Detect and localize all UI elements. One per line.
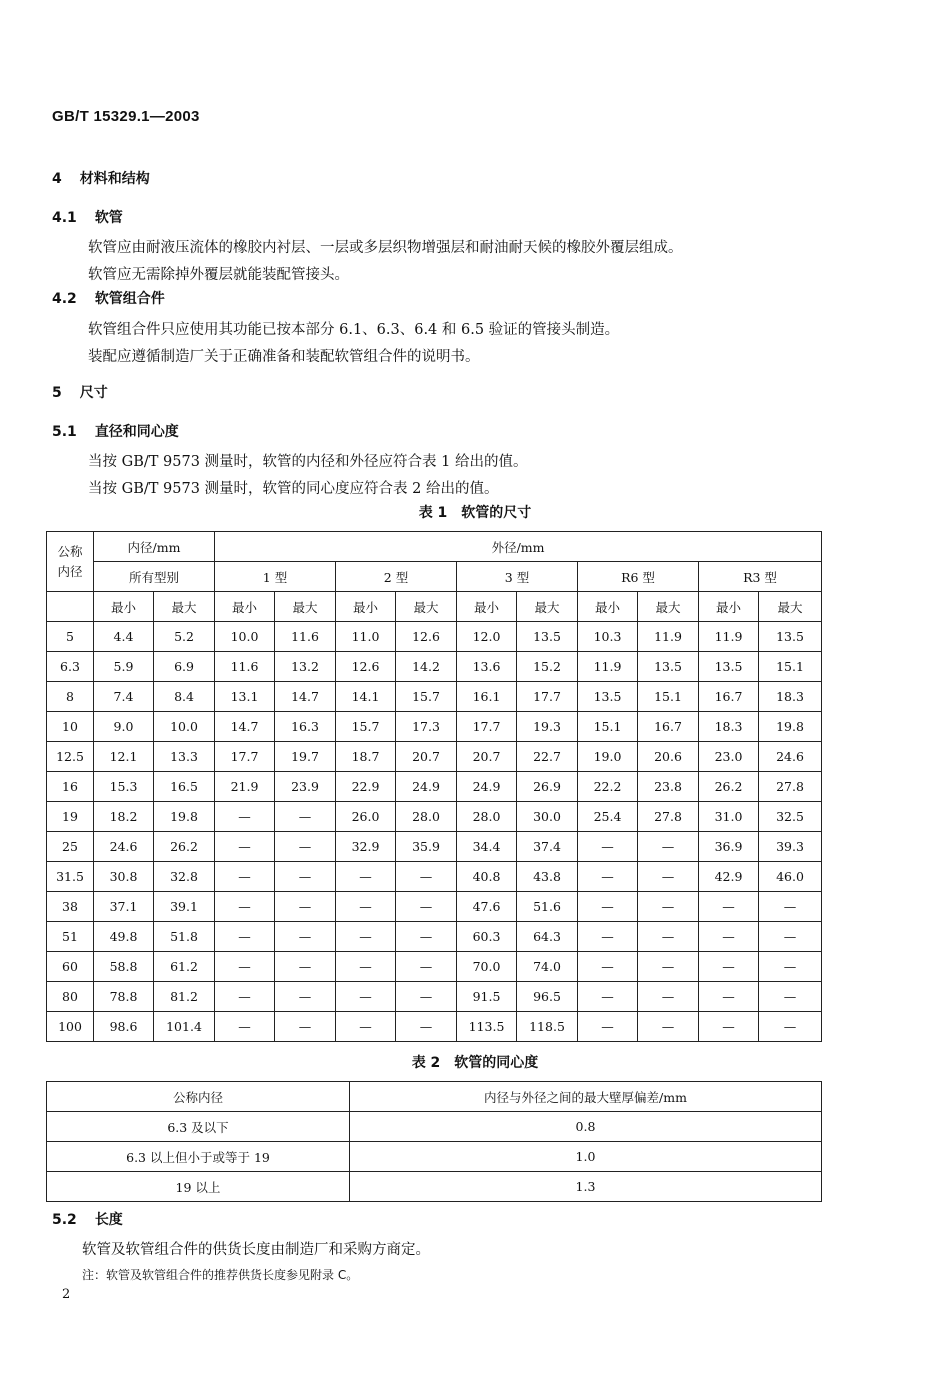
- table-cell: 37.1: [94, 892, 154, 922]
- table-cell: —: [215, 832, 275, 862]
- table-cell: 23.0: [699, 742, 759, 772]
- table-cell: 13.5: [699, 652, 759, 682]
- section-title: 材料和结构: [79, 171, 150, 187]
- table-cell: —: [396, 862, 457, 892]
- table-cell: 12.6: [396, 622, 457, 652]
- table-cell: 12.5: [47, 742, 94, 772]
- table-cell: 13.5: [578, 682, 638, 712]
- table-cell: —: [275, 862, 336, 892]
- table-cell: 24.9: [457, 772, 517, 802]
- table-cell: 5: [47, 622, 94, 652]
- table-cell: 17.7: [517, 682, 578, 712]
- table-cell: 6.9: [154, 652, 215, 682]
- table-cell: —: [578, 832, 638, 862]
- header-max: 最大: [638, 592, 699, 622]
- section-title: 长度: [94, 1212, 123, 1228]
- table-cell: 11.0: [336, 622, 396, 652]
- section-4-2-heading: [52, 288, 165, 308]
- table-cell: 11.9: [638, 622, 699, 652]
- table-cell: 18.7: [336, 742, 396, 772]
- header-type-r3: R3 型: [699, 562, 822, 592]
- table-cell: —: [578, 892, 638, 922]
- header-min: 最小: [699, 592, 759, 622]
- table-cell: —: [215, 892, 275, 922]
- table-cell: 7.4: [94, 682, 154, 712]
- table-cell: 24.9: [396, 772, 457, 802]
- table-cell: —: [336, 922, 396, 952]
- table-cell: 24.6: [94, 832, 154, 862]
- header-nominal-diameter: 公称内径: [47, 532, 94, 592]
- table-cell: 17.7: [215, 742, 275, 772]
- table-cell: 14.1: [336, 682, 396, 712]
- table-row: [47, 682, 822, 712]
- header-max: 最大: [275, 592, 336, 622]
- table-cell: 22.9: [336, 772, 396, 802]
- paragraph: 软管组合件只应使用其功能已按本部分 6.1、6.3、6.4 和 6.5 验证的管接头制造。: [88, 322, 620, 338]
- table-cell: 13.1: [215, 682, 275, 712]
- table-cell: 12.1: [94, 742, 154, 772]
- table-cell: 18.3: [759, 682, 822, 712]
- table-cell: 13.5: [759, 622, 822, 652]
- table-cell: 38: [47, 892, 94, 922]
- section-number: 5: [52, 385, 62, 401]
- table-cell: —: [215, 1012, 275, 1042]
- table-cell: 23.9: [275, 772, 336, 802]
- table-cell: 47.6: [457, 892, 517, 922]
- table-cell: 8.4: [154, 682, 215, 712]
- table-cell: 60: [47, 952, 94, 982]
- table-cell: 1.0: [350, 1142, 822, 1172]
- table-cell: 28.0: [457, 802, 517, 832]
- header-nominal-diameter: 公称内径: [47, 1082, 350, 1112]
- header-min: 最小: [578, 592, 638, 622]
- table-cell: 20.7: [396, 742, 457, 772]
- table-cell: 35.9: [396, 832, 457, 862]
- note: 注：软管及软管组合件的推荐供货长度参见附录 C。: [82, 1268, 359, 1282]
- table-cell: 10.0: [215, 622, 275, 652]
- table-1-caption: 表 1 软管的尺寸: [418, 505, 532, 521]
- table-cell: 27.8: [759, 772, 822, 802]
- table-cell: 12.0: [457, 622, 517, 652]
- table-cell: 91.5: [457, 982, 517, 1012]
- table-cell: 10.3: [578, 622, 638, 652]
- header-min: 最小: [94, 592, 154, 622]
- table-cell: 19.0: [578, 742, 638, 772]
- table-cell: 40.8: [457, 862, 517, 892]
- table-cell: 13.2: [275, 652, 336, 682]
- table-cell: 16.1: [457, 682, 517, 712]
- table-cell: 16.7: [638, 712, 699, 742]
- table-cell: 12.6: [336, 652, 396, 682]
- table-cell: 42.9: [699, 862, 759, 892]
- table-cell: —: [638, 862, 699, 892]
- section-title: 软管组合件: [94, 291, 165, 307]
- paragraph: 当按 GB/T 9573 测量时，软管的同心度应符合表 2 给出的值。: [88, 481, 499, 497]
- table-cell: 16.3: [275, 712, 336, 742]
- table-cell: 15.7: [396, 682, 457, 712]
- table-cell: 32.5: [759, 802, 822, 832]
- table-cell: —: [638, 892, 699, 922]
- table-cell: —: [275, 952, 336, 982]
- table-row: [47, 622, 822, 652]
- table-cell: 22.2: [578, 772, 638, 802]
- table-row: [47, 1112, 822, 1142]
- section-5-2-heading: [52, 1209, 123, 1229]
- table-cell: —: [275, 832, 336, 862]
- table-cell: 10.0: [154, 712, 215, 742]
- hose-concentricity-table: [46, 1081, 822, 1202]
- table-cell: —: [759, 892, 822, 922]
- table-cell: 26.0: [336, 802, 396, 832]
- table-cell: 22.7: [517, 742, 578, 772]
- header-min: 最小: [336, 592, 396, 622]
- header-blank: [47, 592, 94, 622]
- table-cell: 30.8: [94, 862, 154, 892]
- table-cell: 26.2: [154, 832, 215, 862]
- standard-number: GB/T 15329.1—2003: [52, 108, 200, 125]
- table-cell: 15.1: [759, 652, 822, 682]
- table-cell: —: [759, 922, 822, 952]
- table-cell: —: [336, 892, 396, 922]
- table-cell: 51.6: [517, 892, 578, 922]
- table-cell: 14.7: [275, 682, 336, 712]
- table-cell: 11.6: [275, 622, 336, 652]
- table-cell: 19 以上: [47, 1172, 350, 1202]
- table-cell: 80: [47, 982, 94, 1012]
- table-cell: —: [699, 952, 759, 982]
- table-cell: 49.8: [94, 922, 154, 952]
- table-cell: 34.4: [457, 832, 517, 862]
- table-cell: 43.8: [517, 862, 578, 892]
- table-cell: —: [336, 982, 396, 1012]
- table-cell: 51.8: [154, 922, 215, 952]
- table-cell: —: [215, 802, 275, 832]
- table-cell: 18.2: [94, 802, 154, 832]
- section-number: 4: [52, 171, 62, 187]
- header-min: 最小: [215, 592, 275, 622]
- table-cell: 19.3: [517, 712, 578, 742]
- table-cell: 13.6: [457, 652, 517, 682]
- table-cell: 81.2: [154, 982, 215, 1012]
- table-cell: 100: [47, 1012, 94, 1042]
- table-cell: 14.7: [215, 712, 275, 742]
- table-cell: —: [396, 922, 457, 952]
- header-max: 最大: [396, 592, 457, 622]
- table-cell: —: [638, 922, 699, 952]
- table-cell: —: [578, 1012, 638, 1042]
- table-cell: —: [396, 1012, 457, 1042]
- table-row: [47, 742, 822, 772]
- paragraph: 软管及软管组合件的供货长度由制造厂和采购方商定。: [82, 1242, 430, 1258]
- table-cell: —: [275, 892, 336, 922]
- table-cell: 13.3: [154, 742, 215, 772]
- table-cell: 4.4: [94, 622, 154, 652]
- table-cell: —: [396, 952, 457, 982]
- table-cell: 17.3: [396, 712, 457, 742]
- table-cell: 61.2: [154, 952, 215, 982]
- table-cell: 98.6: [94, 1012, 154, 1042]
- section-title: 软管: [94, 210, 123, 226]
- paragraph: 当按 GB/T 9573 测量时，软管的内径和外径应符合表 1 给出的值。: [88, 454, 528, 470]
- table-cell: —: [638, 952, 699, 982]
- table-row: [47, 922, 822, 952]
- table-cell: 15.3: [94, 772, 154, 802]
- table-cell: 25.4: [578, 802, 638, 832]
- table-cell: 78.8: [94, 982, 154, 1012]
- table-cell: 15.1: [578, 712, 638, 742]
- table-cell: 31.5: [47, 862, 94, 892]
- table-cell: —: [215, 982, 275, 1012]
- table-cell: —: [215, 862, 275, 892]
- table-cell: 64.3: [517, 922, 578, 952]
- table-cell: 23.8: [638, 772, 699, 802]
- header-max: 最大: [154, 592, 215, 622]
- header-inner-diameter: 内径/mm: [94, 532, 215, 562]
- table-cell: —: [275, 1012, 336, 1042]
- table-cell: 20.6: [638, 742, 699, 772]
- table-cell: 39.3: [759, 832, 822, 862]
- table-cell: 96.5: [517, 982, 578, 1012]
- table-cell: —: [699, 922, 759, 952]
- table-header-row: [47, 532, 822, 562]
- table-cell: 14.2: [396, 652, 457, 682]
- section-number: 5.2: [52, 1212, 77, 1228]
- table-cell: 1.3: [350, 1172, 822, 1202]
- table-row: [47, 862, 822, 892]
- table-cell: —: [396, 892, 457, 922]
- section-5-1-heading: [52, 421, 179, 441]
- table-cell: 6.3 及以下: [47, 1112, 350, 1142]
- table-cell: 10: [47, 712, 94, 742]
- table-cell: —: [699, 892, 759, 922]
- table-row: [47, 772, 822, 802]
- table-row: [47, 1142, 822, 1172]
- table-cell: —: [638, 1012, 699, 1042]
- table-cell: 9.0: [94, 712, 154, 742]
- header-max: 最大: [517, 592, 578, 622]
- paragraph: 软管应由耐液压流体的橡胶内衬层、一层或多层织物增强层和耐油耐天候的橡胶外覆层组成。: [88, 240, 683, 256]
- table-cell: 32.8: [154, 862, 215, 892]
- table-cell: 19.7: [275, 742, 336, 772]
- table-cell: 8: [47, 682, 94, 712]
- header-type-1: 1 型: [215, 562, 336, 592]
- table-cell: 31.0: [699, 802, 759, 832]
- table-cell: 60.3: [457, 922, 517, 952]
- table-cell: 113.5: [457, 1012, 517, 1042]
- table-cell: 70.0: [457, 952, 517, 982]
- table-cell: —: [396, 982, 457, 1012]
- section-number: 4.1: [52, 210, 77, 226]
- table-row: [47, 1172, 822, 1202]
- table-cell: 11.9: [578, 652, 638, 682]
- table-cell: —: [699, 1012, 759, 1042]
- table-cell: 51: [47, 922, 94, 952]
- table-cell: —: [759, 982, 822, 1012]
- table-cell: 26.2: [699, 772, 759, 802]
- table-cell: 19.8: [154, 802, 215, 832]
- table-cell: 15.1: [638, 682, 699, 712]
- table-cell: 16.5: [154, 772, 215, 802]
- section-number: 5.1: [52, 424, 77, 440]
- table-cell: 11.6: [215, 652, 275, 682]
- table-cell: 5.2: [154, 622, 215, 652]
- section-5-heading: [52, 382, 108, 402]
- table-cell: 5.9: [94, 652, 154, 682]
- table-cell: 17.7: [457, 712, 517, 742]
- table-row: [47, 892, 822, 922]
- section-4-1-heading: [52, 207, 123, 227]
- table-cell: —: [699, 982, 759, 1012]
- header-max-wall-deviation: 内径与外径之间的最大壁厚偏差/mm: [350, 1082, 822, 1112]
- header-max: 最大: [759, 592, 822, 622]
- table-cell: 118.5: [517, 1012, 578, 1042]
- header-type-3: 3 型: [457, 562, 578, 592]
- table-cell: —: [578, 952, 638, 982]
- hose-dimensions-table: [46, 531, 822, 1042]
- table-cell: —: [336, 1012, 396, 1042]
- table-row: [47, 712, 822, 742]
- header-type-r6: R6 型: [578, 562, 699, 592]
- header-min: 最小: [457, 592, 517, 622]
- table-cell: —: [336, 862, 396, 892]
- table-cell: —: [215, 922, 275, 952]
- table-cell: 36.9: [699, 832, 759, 862]
- table-cell: —: [578, 862, 638, 892]
- table-cell: 58.8: [94, 952, 154, 982]
- table-cell: 32.9: [336, 832, 396, 862]
- table-cell: 39.1: [154, 892, 215, 922]
- table-header-row: [47, 562, 822, 592]
- table-cell: 101.4: [154, 1012, 215, 1042]
- table-cell: —: [578, 982, 638, 1012]
- table-cell: —: [638, 982, 699, 1012]
- table-row: [47, 952, 822, 982]
- table-cell: 13.5: [638, 652, 699, 682]
- header-all-types: 所有型别: [94, 562, 215, 592]
- table-cell: —: [759, 1012, 822, 1042]
- table-cell: 0.8: [350, 1112, 822, 1142]
- table-row: [47, 982, 822, 1012]
- section-title: 尺寸: [79, 385, 108, 401]
- table-cell: 26.9: [517, 772, 578, 802]
- table-cell: 6.3 以上但小于或等于 19: [47, 1142, 350, 1172]
- table-cell: —: [336, 952, 396, 982]
- table-row: [47, 802, 822, 832]
- table-2-caption: 表 2 软管的同心度: [411, 1055, 539, 1071]
- table-cell: —: [215, 952, 275, 982]
- table-row: [47, 832, 822, 862]
- table-cell: 27.8: [638, 802, 699, 832]
- table-cell: 19.8: [759, 712, 822, 742]
- header-type-2: 2 型: [336, 562, 457, 592]
- header-outer-diameter: 外径/mm: [215, 532, 822, 562]
- table-cell: 16.7: [699, 682, 759, 712]
- table-cell: 11.9: [699, 622, 759, 652]
- table-cell: 15.7: [336, 712, 396, 742]
- section-number: 4.2: [52, 291, 77, 307]
- table-row: [47, 652, 822, 682]
- table-cell: 21.9: [215, 772, 275, 802]
- table-cell: 28.0: [396, 802, 457, 832]
- table-cell: 18.3: [699, 712, 759, 742]
- table-cell: 13.5: [517, 622, 578, 652]
- table-cell: —: [275, 802, 336, 832]
- table-cell: 19: [47, 802, 94, 832]
- section-4-heading: [52, 168, 150, 188]
- paragraph: 软管应无需除掉外覆层就能装配管接头。: [88, 267, 349, 283]
- table-header-row: [47, 1082, 822, 1112]
- table-cell: —: [578, 922, 638, 952]
- table-cell: 74.0: [517, 952, 578, 982]
- table-cell: 6.3: [47, 652, 94, 682]
- table-cell: —: [275, 922, 336, 952]
- table-cell: 20.7: [457, 742, 517, 772]
- table-cell: 25: [47, 832, 94, 862]
- table-cell: 24.6: [759, 742, 822, 772]
- section-title: 直径和同心度: [94, 424, 179, 440]
- table-cell: —: [638, 832, 699, 862]
- table-row: [47, 1012, 822, 1042]
- paragraph: 装配应遵循制造厂关于正确准备和装配软管组合件的说明书。: [88, 349, 480, 365]
- table-cell: —: [275, 982, 336, 1012]
- table-cell: —: [759, 952, 822, 982]
- table-cell: 16: [47, 772, 94, 802]
- table-cell: 46.0: [759, 862, 822, 892]
- page-number: 2: [62, 1287, 71, 1302]
- table-cell: 15.2: [517, 652, 578, 682]
- table-header-row: [47, 592, 822, 622]
- table-cell: 30.0: [517, 802, 578, 832]
- table-cell: 37.4: [517, 832, 578, 862]
